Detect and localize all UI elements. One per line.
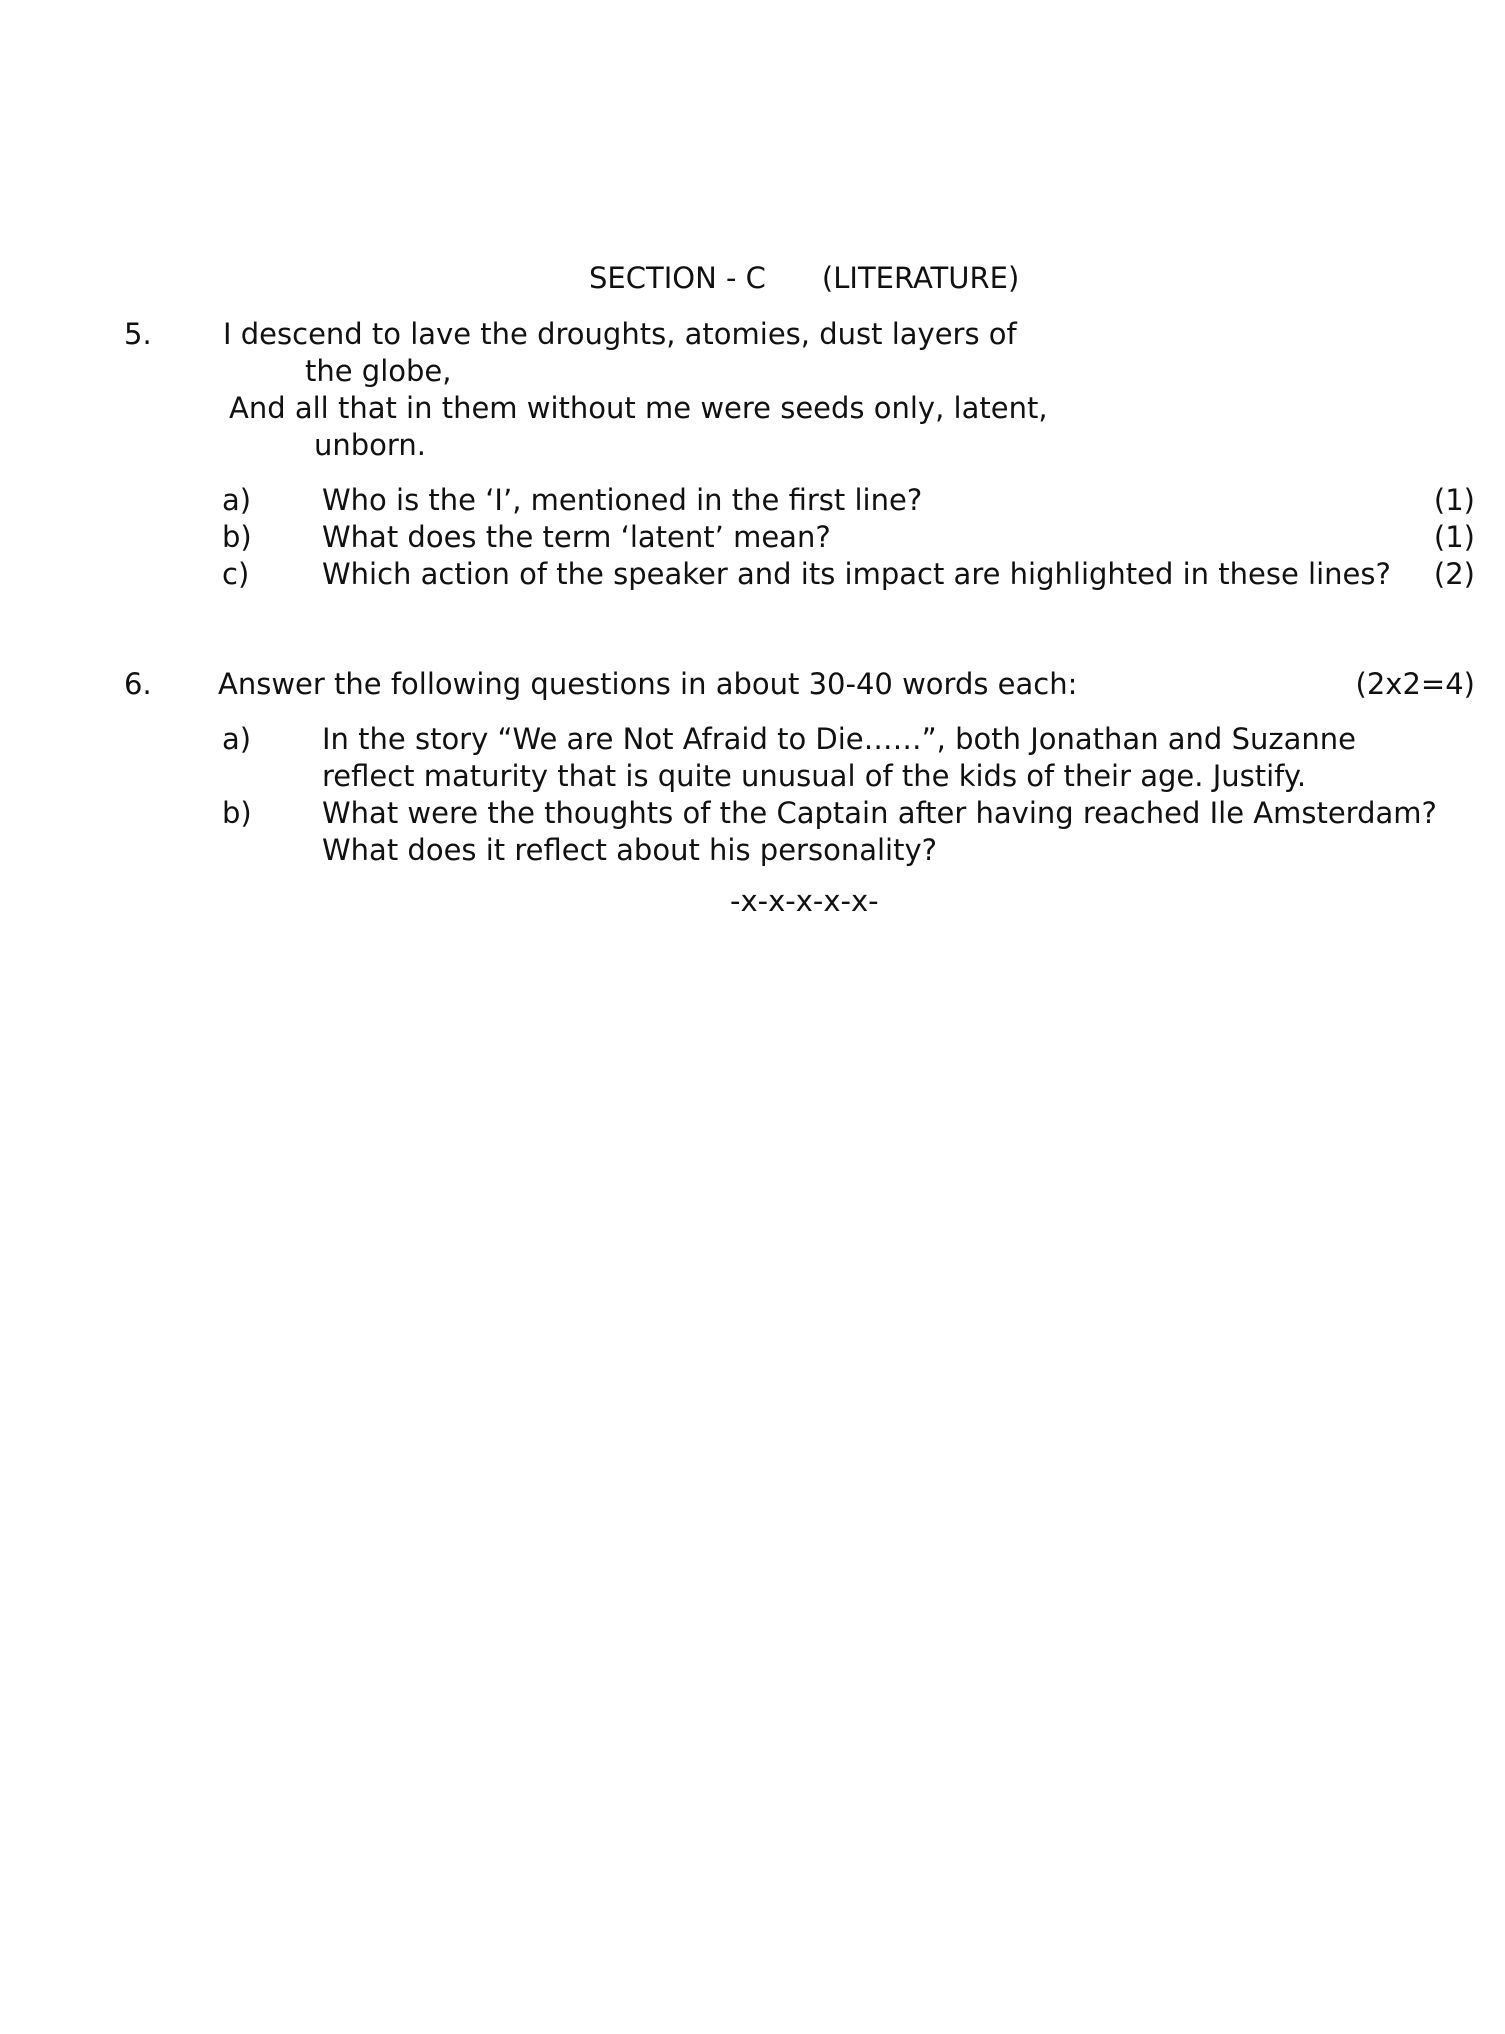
subquestion-text: Which action of the speaker and its impact are highlighted in these lines? <box>322 557 1391 591</box>
section-heading <box>589 261 1020 295</box>
poem-line: And all that in them without me were seeds only, latent, <box>229 391 1048 425</box>
subquestion-marks: (1) <box>1433 483 1475 517</box>
end-mark: -x-x-x-x-x- <box>730 884 879 918</box>
subquestion-letter: a) <box>222 483 252 517</box>
subquestion-text-line: What does it reflect about his personality? <box>322 833 938 867</box>
subquestion-text: Who is the ‘I’, mentioned in the first line? <box>322 483 923 517</box>
question-instruction: Answer the following questions in about 30-40 words each: <box>218 667 1078 701</box>
poem-line: the globe, <box>305 354 452 388</box>
subquestion-letter: b) <box>222 796 252 830</box>
subquestion-text-line: reflect maturity that is quite unusual of the kids of their age. Justify. <box>322 759 1307 793</box>
question-number: 6. <box>124 667 152 701</box>
subquestion-marks: (1) <box>1433 520 1475 554</box>
subquestion-letter: b) <box>222 520 252 554</box>
subquestion-text: What does the term ‘latent’ mean? <box>322 520 831 554</box>
section-subtitle: (LITERATURE) <box>821 261 1020 295</box>
subquestion-marks: (2) <box>1433 557 1475 591</box>
subquestion-text-line: In the story “We are Not Afraid to Die……”, both Jonathan and Suzanne <box>322 722 1356 756</box>
subquestion-letter: c) <box>222 557 250 591</box>
question-number: 5. <box>124 317 152 351</box>
question-marks: (2x2=4) <box>1355 667 1475 701</box>
poem-line: unborn. <box>314 428 426 462</box>
section-title: SECTION - C <box>589 261 766 295</box>
poem-line: I descend to lave the droughts, atomies, dust layers of <box>223 317 1017 351</box>
subquestion-letter: a) <box>222 722 252 756</box>
subquestion-text-line: What were the thoughts of the Captain after having reached Ile Amsterdam? <box>322 796 1437 830</box>
